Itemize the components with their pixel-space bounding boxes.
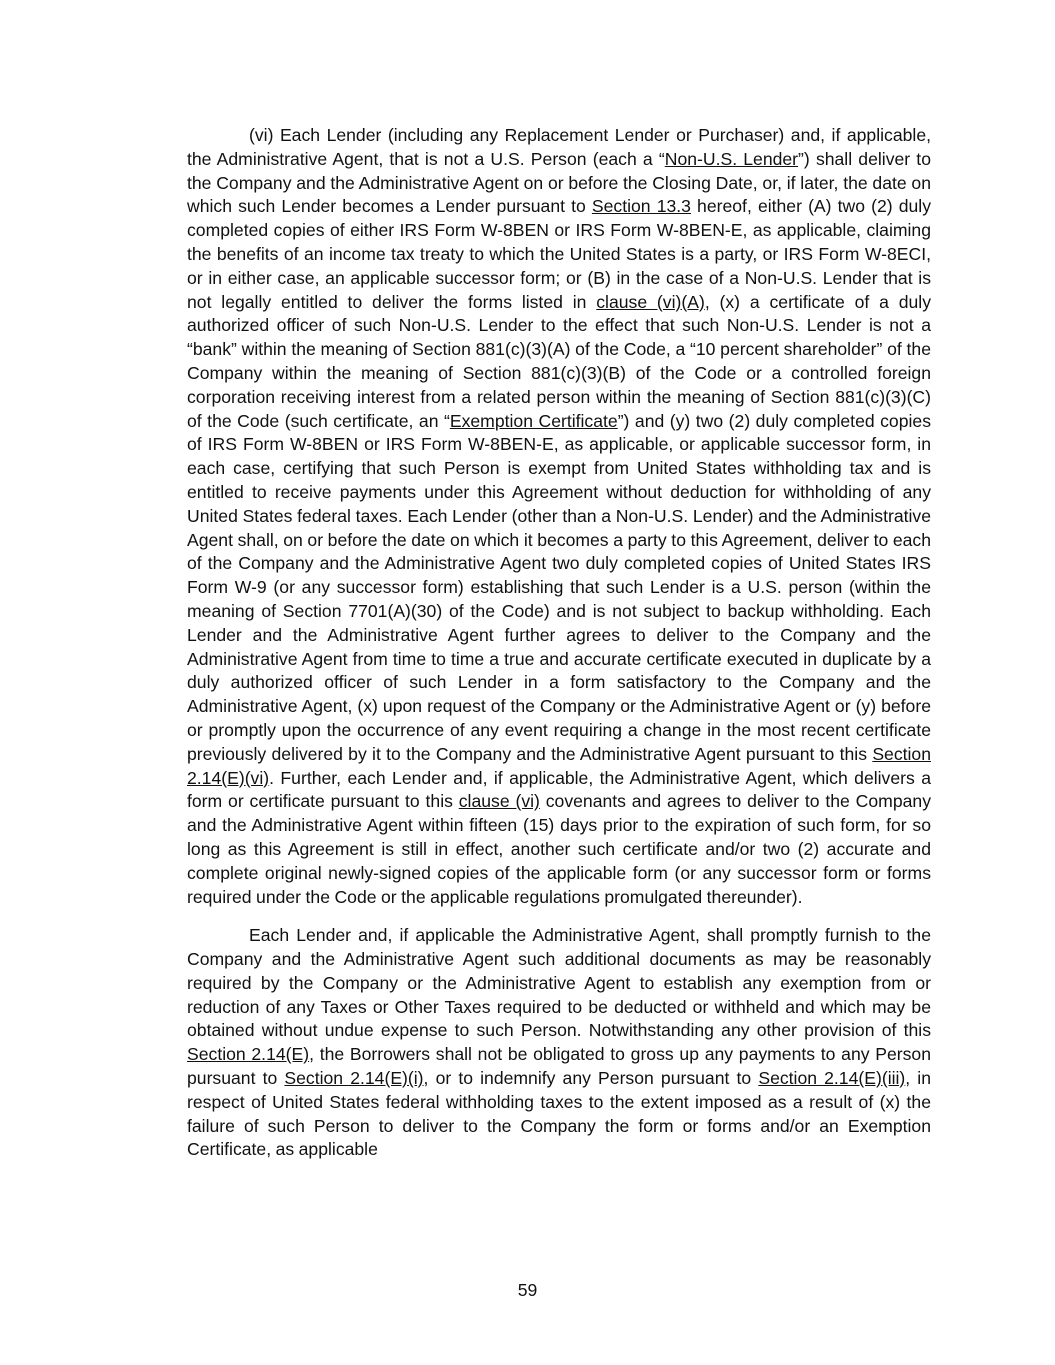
- text-segment: ”) and (y) two (2) duly completed copies of IRS Form W-8BEN or IRS Form W-8BEN-E, as applicable, or applicable successor form, in each case, certifying that such Person is exempt from United States withholding tax and is entitled to receive payments under this Agreement without deduction for withholding of any United States federal taxes. Each Lender (other than a Non-U.S. Lender) and the Administrative Agent shall, on or before the date on which it becomes a party to this Agreement, deliver to each of the Company and the Administrative Agent two duly completed copies of United States IRS Form W-9 (or any successor form) establishing that such Lender is a U.S. person (within the meaning of Section 7701(A)(30) of the Code) and is not subject to backup withholding. Each Lender and the Administrative Agent further agrees to deliver to the Company and the Administrative Agent from time to time a true and accurate certificate executed in duplicate by a duly authorized officer of such Lender in a form satisfactory to the Company and the Administrative Agent, (x) upon request of the Company or the Administrative Agent or (y) before or promptly upon the occurrence of any event requiring a change in the most recent certificate previously delivered by it to the Company and the Administrative Agent pursuant to this: [187, 410, 931, 764]
- text-segment: , in respect of United States federal withholding taxes to the extent imposed as a result of (x) the failure of such Person to deliver to the Company the form or forms and/or an Exemption Certificate, as applicable: [187, 1068, 931, 1160]
- text-segment: hereof, either (A) two (2) duly completed copies of either IRS Form W-8BEN or IRS Form W-8BEN-E, as applicable, claiming the benefits of an income tax treaty to which the United States is a party, or IRS Form W-8ECI, or in either case, an applicable successor form; or (B) in the case of a Non-U.S. Lender that is not legally entitled to deliver the forms listed in: [187, 196, 932, 312]
- document-body: [187, 124, 931, 1162]
- page-number: 59: [517, 1280, 538, 1300]
- text-segment: , or to indemnify any Person pursuant to: [423, 1068, 759, 1089]
- cross-reference-section-2-14-e: Section 2.14(E): [187, 1044, 310, 1065]
- paragraph-each-lender: [187, 924, 931, 1162]
- cross-reference-section-2-14-e-iii: Section 2.14(E)(iii): [758, 1068, 906, 1089]
- cross-reference-clause-vi: clause (vi): [458, 791, 540, 812]
- cross-reference-section-2-14-e-vi: Section 2.14(E)(vi): [187, 743, 931, 788]
- text-segment: , (x) a certificate of a duly authorized officer of such Non-U.S. Lender to the effect that such Non-U.S. Lender is not a “bank” within the meaning of Section 881(c)(3)(A) of the Code, a “10 percent shareholder” of the Company within the meaning of Section 881(c)(3)(B) of the Code or a controlled foreign corporation receiving interest from a related person within the meaning of Section 881(c)(3)(C) of the Code (such certificate, an “: [187, 291, 931, 431]
- paragraph-vi: [187, 124, 931, 909]
- defined-term-exemption-certificate: Exemption Certificate: [449, 410, 618, 431]
- text-segment: , the Borrowers shall not be obligated to gross up any payments to any Person pursuant to: [187, 1044, 931, 1089]
- text-segment: . Further, each Lender and, if applicable, the Administrative Agent, which delivers a form or certificate pursuant to this: [187, 767, 931, 812]
- text-segment: covenants and agrees to deliver to the Company and the Administrative Agent within fifteen (15) days prior to the expiration of such form, for so long as this Agreement is still in effect, another such certificate and/or two (2) accurate and complete original newly-signed copies of the applicable form (or any successor form or forms required under the Code or the applicable regulations promulgated thereunder).: [187, 791, 931, 907]
- text-segment: (vi) Each Lender (including any Replacement Lender or Purchaser) and, if applicable, the Administrative Agent, that is not a U.S. Person (each a “: [187, 125, 931, 169]
- cross-reference-section-2-14-e-i: Section 2.14(E)(i): [284, 1068, 424, 1089]
- cross-reference-section-13-3: Section 13.3: [591, 196, 691, 217]
- defined-term-non-us-lender: Non-U.S. Lender: [664, 148, 799, 169]
- text-segment: Each Lender and, if applicable the Administrative Agent, shall promptly furnish to the Company and the Administrative Agent such additional documents as may be reasonably required by the Company or the Administrative Agent to establish any exemption from or reduction of any Taxes or Other Taxes required to be deducted or withheld and which may be obtained without undue expense to such Person. Notwithstanding any other provision of this: [187, 925, 931, 1041]
- text-segment: ”) shall deliver to the Company and the Administrative Agent on or before the Closing Date, or, if later, the date on which such Lender becomes a Lender pursuant to: [187, 148, 931, 217]
- cross-reference-clause-vi-a: clause (vi)(A): [596, 291, 705, 312]
